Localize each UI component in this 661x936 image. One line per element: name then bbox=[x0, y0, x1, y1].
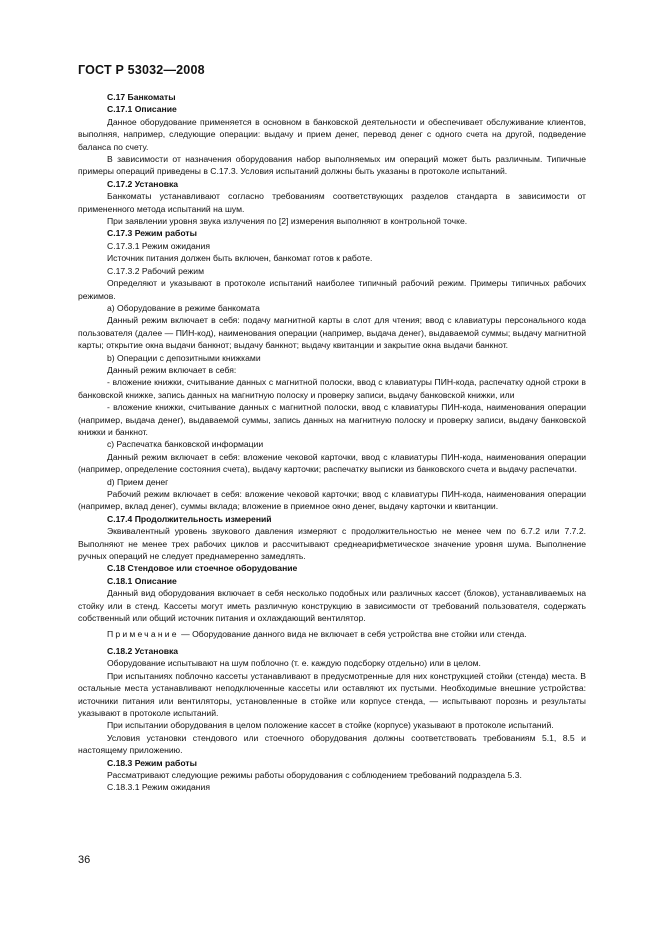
paragraph: Банкоматы устанавливают согласно требованиям соответствующих разделов стандарта в зависимости от примененного метода испытаний на шум. bbox=[78, 191, 586, 214]
document-header: ГОСТ Р 53032—2008 bbox=[78, 63, 205, 77]
note-text: — Оборудование данного вида не включает в себя устройства вне стойки или стенда. bbox=[178, 629, 527, 640]
paragraph: Данное оборудование применяется в основном в банковской деятельности и обеспечивает обслуживание клиентов, выполняя, например, следующие операции: выдачу и прием денег, перевод денег с одного счета на другой, подведение баланса по счету. bbox=[78, 116, 586, 152]
paragraph: Определяют и указывают в протоколе испытаний наиболее типичный рабочий режим. Примеры типичных рабочих режимов. bbox=[78, 278, 586, 301]
paragraph: Данный режим включает в себя: вложение чековой карточки, ввод с клавиатуры ПИН-кода, наименования операции (например, определение состояния счета), выдачу карточки; распечатку выписки из банковского счета и выдачу распечатки. bbox=[78, 451, 586, 475]
section-heading: С.17 Банкоматы bbox=[107, 92, 176, 102]
section-heading: С.18.1 Описание bbox=[107, 575, 177, 586]
paragraph: При испытаниях поблочно кассеты устанавливают в предусмотренные для них конструкцией стойки (стенда) места. В остальные места устанавливают неподключенные кассеты или оставляют их пустыми. Необходимые внешние устройства: источники питания или вентиляторы, установленные в стойке или корпусе стенда, — испытывают порознь и результаты указывают в протоколе испытаний. bbox=[78, 670, 586, 718]
paragraph: - вложение книжки, считывание данных с магнитной полоски, ввод с клавиатуры ПИН-кода, наименования операции (например, выдача денег), выдаваемой суммы, запись данных на магнитную полоску и проверку записи, выдачу банковской книжки и банкнот. bbox=[78, 402, 586, 437]
text-line: Источник питания должен быть включен, банкомат готов к работе. bbox=[107, 253, 373, 264]
section-heading: С.18.2 Установка bbox=[107, 645, 179, 656]
text-line: С.17.3.2 Рабочий режим bbox=[107, 265, 204, 276]
paragraph: При заявлении уровня звука излучения по [2] измерения выполняют в контрольной точке. bbox=[107, 216, 468, 227]
note-label: Примечание bbox=[107, 629, 179, 640]
text-line: a) Оборудование в режиме банкомата bbox=[107, 302, 260, 313]
paragraph: При испытании оборудования в целом положение кассет в стойке (корпусе) указывают в протоколе испытаний. bbox=[107, 720, 554, 731]
document-body bbox=[78, 91, 586, 794]
text-line: d) Прием денег bbox=[107, 476, 169, 487]
text-line: С.18.3.1 Режим ожидания bbox=[107, 782, 210, 793]
section-heading: С.17.2 Установка bbox=[107, 178, 179, 189]
section-heading: С.17.1 Описание bbox=[107, 104, 177, 115]
paragraph: Рабочий режим включает в себя: вложение чековой карточки; ввод с клавиатуры ПИН-кода, наименования операции (например, вклад денег), суммы вклада; вложение в приемное окно денег, выдачу карточки и квитанции. bbox=[78, 489, 586, 512]
section-heading: С.18 Стендовое или стоечное оборудование bbox=[107, 563, 298, 574]
section-heading: С.17.4 Продолжительность измерений bbox=[107, 513, 272, 524]
section-heading: С.18.3 Режим работы bbox=[107, 757, 197, 768]
note bbox=[78, 628, 586, 640]
paragraph: - вложение книжки, считывание данных с магнитной полоски, ввод с клавиатуры ПИН-кода, распечатку одной строки в банковской книжке, запись данных на магнитную полоску и проверку записи, выдачу банковской книжки, или bbox=[78, 377, 586, 400]
text-line: b) Операции с депозитными книжками bbox=[107, 352, 261, 363]
paragraph: В зависимости от назначения оборудования набор выполняемых им операций может быть различным. Типичные примеры операций приведены в С.17.3. Условия испытаний должны быть указаны в протоколе испытаний. bbox=[78, 154, 586, 177]
text-line: Рассматривают следующие режимы работы оборудования с соблюдением требований подраздела 5.3. bbox=[107, 769, 522, 780]
page-number: 36 bbox=[78, 854, 91, 866]
paragraph: Условия установки стендового или стоечного оборудования должны соответствовать требованиям 5.1, 8.5 и настоящему приложению. bbox=[78, 732, 586, 756]
text-line: c) Распечатка банковской информации bbox=[107, 439, 264, 450]
paragraph: Эквивалентный уровень звукового давления измеряют с продолжительностью не менее чем по 6.7.2 или 7.7.2. Выполняют не менее трех рабочих циклов и рассчитывают среднеарифметическое значение уровня шума. Выполнение ручных операций не следует преднамеренно замедлять. bbox=[78, 526, 586, 562]
section-heading: С.17.3 Режим работы bbox=[107, 228, 197, 239]
paragraph: Данный режим включает в себя: подачу магнитной карты в слот для чтения; ввод с клавиатуры персонального кода пользователя (далее — ПИН-код), наименования операции (например, выдача денег), выдаваемой суммы; выдачу магнитной карты; открытие окна выдачи банкнот; выдачу банкнот; выдачу квитанции и закрытие окна выдачи банкнот. bbox=[78, 315, 586, 351]
text-line: Данный режим включает в себя: bbox=[107, 364, 237, 375]
paragraph: Данный вид оборудования включает в себя несколько подобных или различных кассет (блоков), устанавливаемых на стойку или в стенд. Кассеты могут иметь различную конструкцию в зависимости от требований пользователя, содержать собственный или общий источник питания и охлаждающий вентилятор. bbox=[78, 588, 586, 624]
text-line: С.17.3.1 Режим ожидания bbox=[107, 240, 210, 251]
paragraph: Оборудование испытывают на шум поблочно (т. е. каждую подсборку отдельно) или в целом. bbox=[107, 658, 481, 669]
